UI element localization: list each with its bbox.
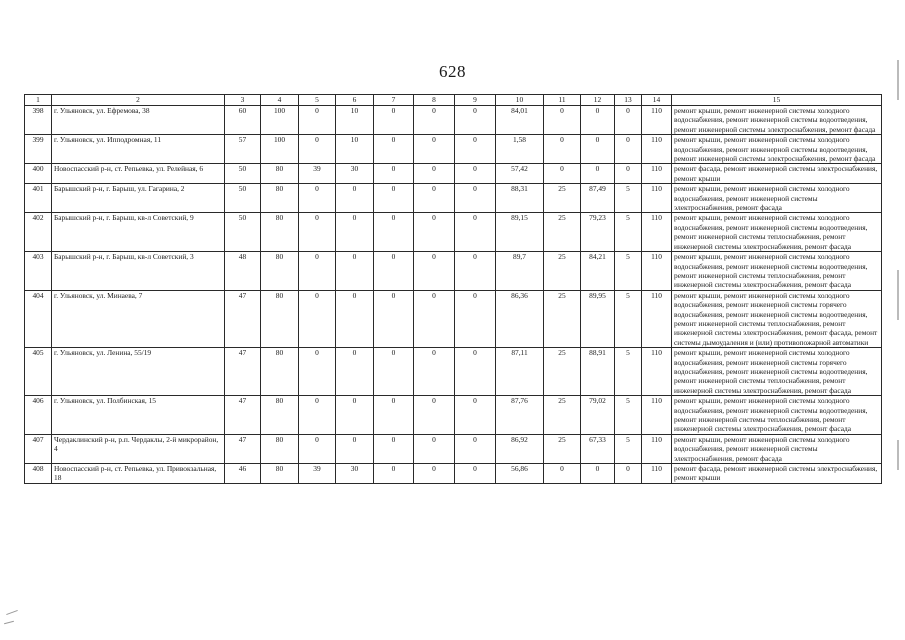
- table-row: [25, 106, 882, 135]
- value-cell-col-14: 110: [642, 135, 672, 164]
- scan-scratch: [6, 610, 18, 615]
- value-cell-col-7: 0: [374, 164, 414, 184]
- value-cell-col-6: 0: [336, 434, 374, 463]
- value-cell-col-14: 110: [642, 290, 672, 347]
- value-cell-col-3: 48: [225, 252, 261, 291]
- table-row: [25, 348, 882, 396]
- value-cell-col-4: 80: [261, 290, 299, 347]
- value-cell-col-10: 57,42: [496, 164, 544, 184]
- value-cell-col-4: 100: [261, 135, 299, 164]
- value-cell-col-12: 88,91: [581, 348, 615, 396]
- table-row: [25, 396, 882, 435]
- value-cell-col-5: 0: [299, 396, 336, 435]
- value-cell-col-7: 0: [374, 290, 414, 347]
- column-header-13: 13: [615, 95, 642, 106]
- value-cell-col-7: 0: [374, 396, 414, 435]
- value-cell-col-7: 0: [374, 135, 414, 164]
- value-cell-col-4: 80: [261, 184, 299, 213]
- value-cell-col-6: 10: [336, 106, 374, 135]
- value-cell-col-5: 0: [299, 184, 336, 213]
- value-cell-col-14: 110: [642, 434, 672, 463]
- value-cell-col-11: 0: [544, 164, 581, 184]
- value-cell-col-8: 0: [414, 164, 455, 184]
- value-cell-col-7: 0: [374, 184, 414, 213]
- value-cell-col-12: 0: [581, 135, 615, 164]
- value-cell-col-10: 89,7: [496, 252, 544, 291]
- value-cell-col-10: 87,11: [496, 348, 544, 396]
- value-cell-col-8: 0: [414, 184, 455, 213]
- value-cell-col-4: 80: [261, 464, 299, 484]
- header-row: [25, 95, 882, 106]
- value-cell-col-10: 89,15: [496, 213, 544, 252]
- value-cell-col-5: 0: [299, 434, 336, 463]
- value-cell-col-3: 50: [225, 164, 261, 184]
- column-header-9: 9: [455, 95, 496, 106]
- value-cell-col-4: 80: [261, 396, 299, 435]
- column-header-7: 7: [374, 95, 414, 106]
- address-cell: Чердаклинский р-н, р.п. Чердаклы, 2-й микрорайон, 4: [52, 434, 225, 463]
- value-cell-col-10: 56,86: [496, 464, 544, 484]
- value-cell-col-3: 60: [225, 106, 261, 135]
- value-cell-col-14: 110: [642, 213, 672, 252]
- column-header-1: 1: [25, 95, 52, 106]
- works-list-cell: ремонт крыши, ремонт инженерной системы холодного водоснабжения, ремонт инженерной системы электроснабжения, ремонт фасада: [672, 184, 882, 213]
- value-cell-col-3: 47: [225, 434, 261, 463]
- page-number: 628: [439, 62, 466, 81]
- value-cell-col-5: 0: [299, 135, 336, 164]
- row-number: 401: [25, 184, 52, 213]
- value-cell-col-8: 0: [414, 252, 455, 291]
- value-cell-col-12: 0: [581, 164, 615, 184]
- value-cell-col-9: 0: [455, 184, 496, 213]
- row-number: 398: [25, 106, 52, 135]
- value-cell-col-4: 80: [261, 252, 299, 291]
- value-cell-col-7: 0: [374, 348, 414, 396]
- table-row: [25, 184, 882, 213]
- value-cell-col-9: 0: [455, 348, 496, 396]
- row-number: 406: [25, 396, 52, 435]
- value-cell-col-4: 100: [261, 106, 299, 135]
- value-cell-col-14: 110: [642, 184, 672, 213]
- edge-mark: [897, 440, 899, 470]
- table-row: [25, 164, 882, 184]
- row-number: 399: [25, 135, 52, 164]
- column-header-15: 15: [672, 95, 882, 106]
- value-cell-col-14: 110: [642, 164, 672, 184]
- value-cell-col-6: 30: [336, 464, 374, 484]
- table-row: [25, 290, 882, 347]
- value-cell-col-12: 79,02: [581, 396, 615, 435]
- value-cell-col-7: 0: [374, 213, 414, 252]
- registry-table: [24, 94, 882, 484]
- table-row: [25, 252, 882, 291]
- value-cell-col-11: 25: [544, 290, 581, 347]
- value-cell-col-11: 25: [544, 252, 581, 291]
- address-cell: г. Ульяновск, ул. Минаева, 7: [52, 290, 225, 347]
- value-cell-col-12: 0: [581, 464, 615, 484]
- column-header-10: 10: [496, 95, 544, 106]
- address-cell: г. Ульяновск, ул. Ефремова, 38: [52, 106, 225, 135]
- value-cell-col-13: 0: [615, 464, 642, 484]
- value-cell-col-13: 5: [615, 290, 642, 347]
- value-cell-col-6: 10: [336, 135, 374, 164]
- table-row: [25, 135, 882, 164]
- works-list-cell: ремонт крыши, ремонт инженерной системы холодного водоснабжения, ремонт инженерной системы водоотведения, ремонт инженерной системы теплоснабжения, ремонт инженерной системы электроснабжения, ремонт фасада: [672, 396, 882, 435]
- row-number: 405: [25, 348, 52, 396]
- column-header-12: 12: [581, 95, 615, 106]
- row-number: 407: [25, 434, 52, 463]
- value-cell-col-12: 67,33: [581, 434, 615, 463]
- edge-mark: [897, 270, 899, 320]
- table-row: [25, 434, 882, 463]
- value-cell-col-9: 0: [455, 213, 496, 252]
- value-cell-col-11: 25: [544, 434, 581, 463]
- value-cell-col-13: 5: [615, 434, 642, 463]
- address-cell: Новоспасский р-н, ст. Репьевка, ул. Привокзальная, 18: [52, 464, 225, 484]
- value-cell-col-3: 47: [225, 348, 261, 396]
- value-cell-col-8: 0: [414, 135, 455, 164]
- value-cell-col-3: 57: [225, 135, 261, 164]
- value-cell-col-4: 80: [261, 434, 299, 463]
- value-cell-col-9: 0: [455, 434, 496, 463]
- value-cell-col-9: 0: [455, 106, 496, 135]
- value-cell-col-5: 39: [299, 164, 336, 184]
- value-cell-col-10: 86,92: [496, 434, 544, 463]
- value-cell-col-8: 0: [414, 464, 455, 484]
- address-cell: г. Ульяновск, ул. Ленина, 55/19: [52, 348, 225, 396]
- value-cell-col-6: 0: [336, 396, 374, 435]
- value-cell-col-10: 84,01: [496, 106, 544, 135]
- value-cell-col-8: 0: [414, 434, 455, 463]
- value-cell-col-6: 0: [336, 290, 374, 347]
- value-cell-col-12: 87,49: [581, 184, 615, 213]
- value-cell-col-6: 0: [336, 348, 374, 396]
- value-cell-col-13: 0: [615, 164, 642, 184]
- works-list-cell: ремонт фасада, ремонт инженерной системы электроснабжения, ремонт крыши: [672, 164, 882, 184]
- row-number: 408: [25, 464, 52, 484]
- address-cell: г. Ульяновск, ул. Ипподромная, 11: [52, 135, 225, 164]
- address-cell: Барышский р-н, г. Барыш, кв-л Советский, 3: [52, 252, 225, 291]
- table-row: [25, 464, 882, 484]
- value-cell-col-13: 5: [615, 184, 642, 213]
- value-cell-col-5: 0: [299, 252, 336, 291]
- value-cell-col-6: 0: [336, 184, 374, 213]
- works-list-cell: ремонт крыши, ремонт инженерной системы холодного водоснабжения, ремонт инженерной системы горячего водоснабжения, ремонт инженерной системы водоотведения, ремонт инженерной системы теплоснабжения, ремонт инженерной системы электроснабжения, ремонт фасада, ремонт системы дымоудаления и (или) противопожарной автоматики: [672, 290, 882, 347]
- value-cell-col-11: 25: [544, 396, 581, 435]
- value-cell-col-11: 0: [544, 464, 581, 484]
- value-cell-col-7: 0: [374, 252, 414, 291]
- works-list-cell: ремонт крыши, ремонт инженерной системы холодного водоснабжения, ремонт инженерной системы водоотведения, ремонт инженерной системы электроснабжения, ремонт фасада: [672, 135, 882, 164]
- value-cell-col-13: 0: [615, 135, 642, 164]
- value-cell-col-14: 110: [642, 252, 672, 291]
- value-cell-col-14: 110: [642, 396, 672, 435]
- works-list-cell: ремонт крыши, ремонт инженерной системы холодного водоснабжения, ремонт инженерной системы горячего водоснабжения, ремонт инженерной системы водоотведения, ремонт инженерной системы теплоснабжения, ремонт инженерной системы электроснабжения, ремонт фасада: [672, 348, 882, 396]
- row-number: 400: [25, 164, 52, 184]
- row-number: 403: [25, 252, 52, 291]
- value-cell-col-12: 79,23: [581, 213, 615, 252]
- value-cell-col-14: 110: [642, 348, 672, 396]
- value-cell-col-8: 0: [414, 348, 455, 396]
- works-list-cell: ремонт крыши, ремонт инженерной системы холодного водоснабжения, ремонт инженерной системы электроснабжения, ремонт фасада: [672, 434, 882, 463]
- value-cell-col-3: 50: [225, 184, 261, 213]
- column-header-3: 3: [225, 95, 261, 106]
- value-cell-col-6: 0: [336, 213, 374, 252]
- value-cell-col-3: 50: [225, 213, 261, 252]
- value-cell-col-4: 80: [261, 348, 299, 396]
- value-cell-col-5: 0: [299, 106, 336, 135]
- value-cell-col-13: 0: [615, 106, 642, 135]
- value-cell-col-4: 80: [261, 213, 299, 252]
- works-list-cell: ремонт фасада, ремонт инженерной системы электроснабжения, ремонт крыши: [672, 464, 882, 484]
- value-cell-col-9: 0: [455, 164, 496, 184]
- value-cell-col-9: 0: [455, 464, 496, 484]
- value-cell-col-12: 84,21: [581, 252, 615, 291]
- column-header-6: 6: [336, 95, 374, 106]
- value-cell-col-10: 86,36: [496, 290, 544, 347]
- value-cell-col-5: 0: [299, 348, 336, 396]
- value-cell-col-8: 0: [414, 290, 455, 347]
- value-cell-col-11: 0: [544, 135, 581, 164]
- value-cell-col-10: 1,58: [496, 135, 544, 164]
- value-cell-col-11: 25: [544, 184, 581, 213]
- address-cell: Барышский р-н, г. Барыш, кв-л Советский, 9: [52, 213, 225, 252]
- value-cell-col-13: 5: [615, 396, 642, 435]
- column-header-14: 14: [642, 95, 672, 106]
- value-cell-col-13: 5: [615, 252, 642, 291]
- value-cell-col-8: 0: [414, 213, 455, 252]
- works-list-cell: ремонт крыши, ремонт инженерной системы холодного водоснабжения, ремонт инженерной системы водоотведения, ремонт инженерной системы теплоснабжения, ремонт инженерной системы электроснабжения, ремонт фасада: [672, 213, 882, 252]
- value-cell-col-3: 47: [225, 396, 261, 435]
- value-cell-col-9: 0: [455, 252, 496, 291]
- value-cell-col-5: 39: [299, 464, 336, 484]
- value-cell-col-12: 0: [581, 106, 615, 135]
- value-cell-col-7: 0: [374, 434, 414, 463]
- address-cell: Новоспасский р-н, ст. Репьевка, ул. Релейная, 6: [52, 164, 225, 184]
- column-header-5: 5: [299, 95, 336, 106]
- value-cell-col-12: 89,95: [581, 290, 615, 347]
- row-number: 404: [25, 290, 52, 347]
- column-header-2: 2: [52, 95, 225, 106]
- value-cell-col-14: 110: [642, 106, 672, 135]
- row-number: 402: [25, 213, 52, 252]
- edge-mark: [897, 60, 899, 100]
- value-cell-col-6: 0: [336, 252, 374, 291]
- value-cell-col-10: 87,76: [496, 396, 544, 435]
- value-cell-col-9: 0: [455, 290, 496, 347]
- value-cell-col-3: 47: [225, 290, 261, 347]
- value-cell-col-13: 5: [615, 213, 642, 252]
- table-body: [25, 106, 882, 484]
- address-cell: Барышский р-н, г. Барыш, ул. Гагарина, 2: [52, 184, 225, 213]
- column-header-4: 4: [261, 95, 299, 106]
- value-cell-col-8: 0: [414, 106, 455, 135]
- value-cell-col-7: 0: [374, 464, 414, 484]
- value-cell-col-11: 25: [544, 213, 581, 252]
- value-cell-col-11: 0: [544, 106, 581, 135]
- value-cell-col-10: 88,31: [496, 184, 544, 213]
- value-cell-col-8: 0: [414, 396, 455, 435]
- works-list-cell: ремонт крыши, ремонт инженерной системы холодного водоснабжения, ремонт инженерной системы водоотведения, ремонт инженерной системы теплоснабжения, ремонт инженерной системы электроснабжения, ремонт фасада: [672, 252, 882, 291]
- address-cell: г. Ульяновск, ул. Полбинская, 15: [52, 396, 225, 435]
- value-cell-col-13: 5: [615, 348, 642, 396]
- value-cell-col-9: 0: [455, 135, 496, 164]
- value-cell-col-9: 0: [455, 396, 496, 435]
- column-header-8: 8: [414, 95, 455, 106]
- value-cell-col-6: 30: [336, 164, 374, 184]
- column-header-11: 11: [544, 95, 581, 106]
- value-cell-col-5: 0: [299, 213, 336, 252]
- works-list-cell: ремонт крыши, ремонт инженерной системы холодного водоснабжения, ремонт инженерной системы водоотведения, ремонт инженерной системы электроснабжения, ремонт фасада: [672, 106, 882, 135]
- value-cell-col-4: 80: [261, 164, 299, 184]
- value-cell-col-5: 0: [299, 290, 336, 347]
- value-cell-col-11: 25: [544, 348, 581, 396]
- table-row: [25, 213, 882, 252]
- scan-scratch: [4, 621, 14, 625]
- value-cell-col-14: 110: [642, 464, 672, 484]
- value-cell-col-7: 0: [374, 106, 414, 135]
- value-cell-col-3: 46: [225, 464, 261, 484]
